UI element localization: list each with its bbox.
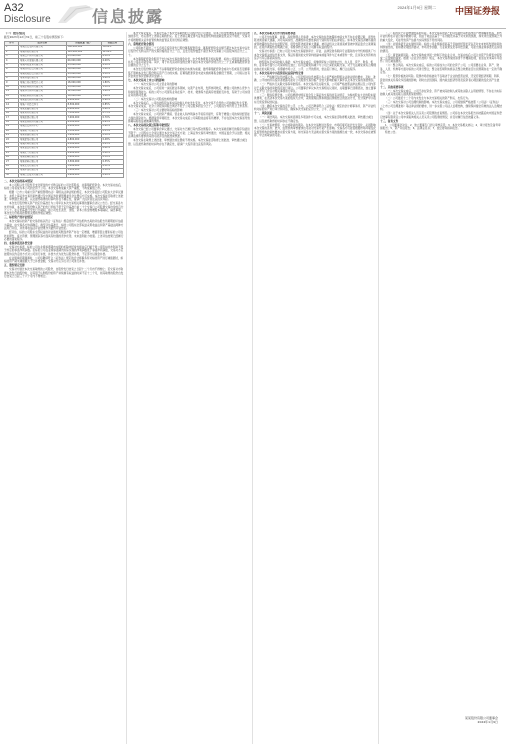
paragraph: （三）网络投票安排。公司将根据中国证监会及上海证券交易所的有关规定，为参加股东大会的股东提供便利，在表决本次交易方案的股东大会中，采用现场投票和网络投票相结合的表决方式，充分保护中小股东行使投票权的权益。 — [254, 94, 376, 104]
paragraph: 公司及全体董事、监事、高级管理人员承诺：本次交易的信息披露和申请文件不存在虚假记载、误导性陈述或者重大遗漏，并对其真实性、准确性和完整性承担个别和连带的法律责任。如本次交易因涉嫌所提供或者披露的信息存在虚假记载、误导性陈述或者重大遗漏，被司法机关立案侦查或者被中国证监会立案调查的，在案件调查结论明确之前，将暂停转让其在公司拥有权益的股份。 — [254, 36, 376, 50]
column-2-body — [128, 32, 250, 146]
table-cell: 28 — [5, 164, 19, 168]
table-cell: 4,800,000 — [66, 138, 101, 142]
table-cell: 3 — [5, 54, 19, 58]
paragraph: 本公司拟以发行股份及支付现金的方式购买标的公司全部股权，并募集配套资金。本次交易完成后，标的公司将成为本公司的全资子公司。本次交易构成重大资产重组，不构成重组上市。 — [4, 183, 124, 191]
brush-stroke-decoration-icon — [56, 3, 96, 25]
table-cell: 11 — [5, 90, 19, 94]
table-cell: 23 — [5, 142, 19, 146]
table-cell: 0.90% — [101, 98, 123, 102]
table-cell: 12 — [5, 94, 19, 98]
table-cell: 0.55% — [101, 129, 123, 133]
paragraph: 特此公告。 — [385, 131, 398, 135]
table-cell: 8.50% — [101, 54, 123, 58]
section-heading: 五、股份锁定安排 — [4, 264, 25, 268]
table-cell: 某某控股有限公司 — [18, 50, 66, 54]
section-title: 信息披露 — [92, 7, 165, 26]
table-cell: 某某投资集团有限公司 — [18, 46, 66, 50]
table-cell: 0.75% — [101, 112, 123, 116]
paragraph: （一）严格履行信息披露义务。公司及相关信息披露义务人将严格按照相关法律法规的要求，及时、准确、公平地向所有投资者披露可能对公司股票交易价格产生较大影响的重大事件以及本次交易的进展情况。 — [254, 75, 376, 83]
paragraph: （三）本次交易对公司治理机制的影响。本次交易完成后，公司将继续严格按照《公司法》《证券法》《上市公司治理准则》等法律法规的要求，进一步完善公司法人治理结构，继续保持健全有效的法人治理结构。 — [380, 101, 502, 112]
paragraph: 经评估，标的公司股东全部权益的评估值较其账面净资产存在一定增值，增值原因主要系标的公司在技术研发、客户资源、管理团队等方面具有较强的竞争优势，未来盈利能力较强。上述评估结果已经履行必要的备案程序。 — [4, 231, 124, 241]
table-cell: 3,000,000 — [66, 169, 101, 173]
table-cell: 18 — [5, 120, 19, 124]
table-cell: 3,500,000 — [66, 160, 101, 164]
paragraph: （六）整合风险。本次交易完成后，标的公司将成为公司的全资子公司，公司需要在业务、资产、财务、人员、机构等方面对标的公司进行整合，整合能否顺利实施以及整合效果能否达到预期存在一定的不确定性。 — [380, 64, 502, 75]
table-cell: 某某医药有限公司 — [18, 142, 66, 146]
table-cell: 15 — [5, 107, 19, 111]
section-heading: 十、本次交易对中小投资者权益保护的安排 — [254, 71, 304, 75]
article-column-4 — [380, 32, 502, 744]
paragraph: 本次交易完成后，交易对方基于本次交易取得的公司股份因公司送股、资本公积金转增股本等原因而增加的部分，亦应遵守上述锁定期的约定。若上述锁定期安排与证券监管机构的最新监管意见不相符，交易对方将根据相关证券监管机构的监管意见进行相应调整。 — [128, 32, 250, 42]
table-cell: 3.00% — [101, 68, 123, 72]
article-column-1 — [4, 32, 124, 744]
paragraph: 控股股东及实际控制人承诺：本次交易完成后，将继续保持公司的独立性，在人员、资产、财务、机构、业务等方面与公司保持相互独立；将尽量避免和减少与公司之间的关联交易，对于无法避免或有合理理由存在的关联交易，将遵循市场公正、公平、公开的原则，依法签订协议，履行合法程序。 — [254, 61, 376, 71]
column-4-body — [380, 32, 502, 135]
table-header-cell: 序号 — [5, 41, 19, 45]
table-header-cell: 持股比例 — [101, 41, 123, 45]
section-heading: 八、本次交易的决策过程和审批情况 — [128, 124, 170, 128]
table-cell: 1.20% — [101, 90, 123, 94]
table-cell: 5 — [5, 63, 19, 67]
table-cell: 0.65% — [101, 120, 123, 124]
table-cell: 某某信托有限责任公司 — [18, 81, 66, 85]
paragraph: 1、公司董事会决议；2、独立董事专门会议审核意见；3、本次交易相关协议；4、审计报告及备考审阅报告；5、资产评估报告；6、法律意见书；7、独立财务顾问报告。 — [380, 123, 501, 131]
table-cell: 0.38% — [101, 155, 123, 159]
table-cell: 16 — [5, 112, 19, 116]
section-english-name: Disclosure — [4, 14, 51, 25]
table-cell: 某某发展有限公司 — [18, 107, 66, 111]
paragraph: （二）本次交易对公司股权结构的影响 — [133, 98, 178, 102]
paragraph: 本次发行股份购买资产不以募集配套资金的成功实施为前提，最终募集配套资金成功与否或是否足额募集不影响本次发行股份购买资产行为的实施。若募集配套资金未能实施或募集金额低于预期，公司将以自有资金或自筹资金解决资金缺口。 — [128, 68, 250, 79]
table-cell: 某某证券股份有限公司 — [18, 85, 66, 89]
signature-company: 某某股份有限公司董事会 — [464, 716, 498, 720]
table-cell: 25 — [5, 151, 19, 155]
paragraph: （三）标的资产评估增值较高的风险。本次交易标的资产的评估值较其账面净资产增值幅度较高，虽然评估机构在评估过程中勤勉尽责，但由于收益法基于一系列假设并基于对未来的预测，如未来出现预期之外的重大变化，可能导致资产估值与实际情况不符的风险。 — [380, 32, 502, 42]
table-cell: 某某银行股份有限公司 — [18, 98, 66, 102]
table-cell: 某某基金管理有限公司 — [18, 90, 66, 94]
table-cell: 3,800,000 — [66, 155, 101, 159]
table-cell: 某某保险股份有限公司 — [18, 94, 66, 98]
table-cell: 1.80% — [101, 81, 123, 85]
table-cell: 0.35% — [101, 160, 123, 164]
column-divider — [378, 32, 379, 744]
table-cell: 9,000,000 — [66, 98, 101, 102]
table-cell: 某某创业投资有限公司 — [18, 68, 66, 72]
paragraph: （一）本次交易完成后，公司不存在资金、资产被实际控制人或其他关联人占用的情形，不存在为实际控制人或其他关联人提供担保的情形。 — [380, 90, 502, 97]
table-cell: 360,000,000 — [66, 46, 101, 50]
article-column-2 — [128, 32, 250, 744]
table-header-cell: 持股数量（股） — [66, 41, 101, 45]
holders-table-caption: 截至2023年12月31日，前三十名股东情况如下： — [4, 35, 66, 40]
paragraph: （三）本次交易对公司主要财务指标的影响 — [133, 109, 183, 113]
table-cell: 20 — [5, 129, 19, 133]
table-cell: 0.80% — [101, 107, 123, 111]
newspaper-logo: 中国证券报 — [454, 7, 500, 17]
table-cell: 26 — [5, 155, 19, 159]
table-cell: 7,500,000 — [66, 112, 101, 116]
table-cell: 7 — [5, 72, 19, 76]
section-heading: 三、标的资产的评估情况 — [4, 216, 33, 220]
table-cell: 4,500,000 — [66, 142, 101, 146]
paragraph: 在业绩承诺期届满时，公司将聘请符合《证券法》规定的会计师事务所对标的资产进行减值测试，如标的资产期末减值额大于已补偿金额，交易对方应另行对公司进行补偿。 — [4, 256, 124, 264]
section-heading: 四、业绩承诺及补偿安排 — [4, 241, 33, 245]
table-cell: 0.40% — [101, 151, 123, 155]
paragraph: （七）股票价格波动风险。股票市场价格波动不仅取决于企业的经营业绩，还受宏观经济周期、利率、资金供求关系等众多因素的影响，同时也会因国际、国内政治经济形势及投资者心理因素的变化而产生波动。 — [380, 75, 502, 86]
table-cell: 19 — [5, 125, 19, 129]
table-cell: 120,000,000 — [66, 50, 101, 54]
table-cell: 30,000,000 — [66, 68, 101, 72]
table-cell: 0.30% — [101, 169, 123, 173]
table-cell: 1.50% — [101, 85, 123, 89]
table-cell: 某某资产管理有限公司 — [18, 54, 66, 58]
table-cell: 29 — [5, 169, 19, 173]
table-cell: 2.50% — [101, 72, 123, 76]
table-cell: 30 — [5, 173, 19, 177]
paragraph: 交易对方承诺，标的公司在业绩承诺期内实现的扣除非经常性损益后归属于母公司股东的净利润不低于约定的承诺净利润数。若标的公司在业绩承诺期内实际实现的净利润数低于承诺净利润数，交易对方应按照协议约定的方式对公司进行补偿，补偿方式为优先以股份补偿，不足部分以现金补偿。 — [4, 245, 124, 256]
page-code: A32 — [4, 2, 24, 14]
table-cell: 1.00% — [101, 94, 123, 98]
column-divider — [252, 32, 253, 744]
article-column-3 — [254, 32, 376, 744]
paragraph: 本次交易完成后，公司的资产规模、营业收入和净利润水平将有所提升，有利于增强公司的持续经营能力和抗风险能力。根据备考审阅报告，本次交易完成后公司每股收益将有所增厚，不存在因本次交易而导致即期每股收益被摊薄的情形。 — [128, 113, 250, 124]
table-cell: 0.70% — [101, 116, 123, 120]
paragraph: 交易对方承诺：已向公司及为本次交易提供审计、评估、法律及财务顾问专业服务的中介机构提供了与本次交易相关的信息和文件，保证所提供的文件资料的副本或复印件与正本或原件一致，且该等文件资料的签字与印章都是真实的。 — [254, 50, 376, 61]
table-cell: 某某物流有限公司 — [18, 134, 66, 138]
table-cell: 10,000,000 — [66, 94, 101, 98]
table-cell: 0.28% — [101, 173, 123, 177]
table-cell: 6,500,000 — [66, 120, 101, 124]
table-cell: 8,500,000 — [66, 103, 101, 107]
table-cell: 0.85% — [101, 103, 123, 107]
paragraph: 公司拟向不超过三十五名特定投资者发行股份募集配套资金，募集配套资金总额不超过本次交易中以发行股份方式购买资产的交易价格的百分之一百，且发行股份数量不超过本次交易前公司总股本的百分之三十。 — [128, 46, 250, 57]
section-heading: 二、本次交易的基本情况 — [4, 179, 33, 183]
table-cell: 6,000,000 — [66, 125, 101, 129]
table-cell: 10 — [5, 85, 19, 89]
table-cell: 某某环保有限公司 — [18, 169, 66, 173]
table-cell: 9 — [5, 81, 19, 85]
paragraph: 交易对方通过本次交易取得的公司股份，自股份发行结束之日起十二个月内不得转让；若交易对方取得本次发行的股份时，对其用于认购股份的资产持续拥有权益的时间不足十二个月，则其取得的股份自发行结束之日起三十六个月内不得转让。 — [4, 268, 124, 279]
table-cell: 0.60% — [101, 125, 123, 129]
paragraph: 本次交易已经公司董事会审议通过，交易对方已履行其内部决策程序。本次交易尚需履行的程序包括但不限于：公司股东大会审议通过本次交易正式方案；上海证券交易所审核通过；中国证监会予以注册；相关法律法规所要求的其他可能涉及的批准或核准。 — [128, 128, 250, 139]
table-cell: 某某投资管理中心 — [18, 125, 66, 129]
table-cell: 4 — [5, 59, 19, 63]
issue-date: 2024年1月9日 星期二 — [397, 5, 436, 10]
paragraph: （四）业绩承诺无法实现的风险。标的公司业绩承诺是基于目前的经营状况以及对未来市场发展前景的判断做出的，但如遇宏观经济波动、市场竞争加剧、行业政策变化等冲击因素，可能出现业绩承诺无法实现的情况。 — [380, 42, 502, 53]
section-heading: 九、本次交易相关方作出的重要承诺 — [254, 32, 296, 35]
table-cell: 某某股权投资合伙企业 — [18, 72, 66, 76]
table-cell: 17 — [5, 116, 19, 120]
paragraph: 本次交易完成后，公司将进一步拓展业务领域，完善产业布局，发挥协同效应，增强公司的核心竞争力和持续盈利能力。标的公司与公司现有业务在客户、技术、渠道等方面具有较强的互补性，有助于公司实现业务的协同发展。 — [128, 87, 250, 98]
table-cell: 0.45% — [101, 142, 123, 146]
table-cell: 25,000,000 — [66, 72, 101, 76]
table-cell: 2.00% — [101, 76, 123, 80]
table-cell: 20,000,000 — [66, 76, 101, 80]
paragraph: （四）确保本次交易的定价公平、公允。公司已聘请符合《证券法》规定的会计师事务所、资产评估机构对标的资产进行审计和评估，确保本次交易的定价公允、公平、合理。 — [254, 104, 376, 112]
section-heading: 六、募集配套资金情况 — [128, 42, 154, 46]
paragraph: （一）本次交易对公司主营业务的影响 — [133, 83, 178, 87]
table-cell: 5,500,000 — [66, 129, 101, 133]
table-cell: 某某信息技术有限公司 — [18, 173, 66, 177]
paragraph: 本次交易前后，公司的控股股东和实际控制人均未发生变化，本次交易不会导致公司控制权发生变更。本次交易完成后，社会公众股东持股比例仍不低于公司总股本的百分之十，公司股权分布仍符合上市条件。 — [128, 102, 250, 109]
table-cell: 某某化工有限公司 — [18, 151, 66, 155]
table-cell: 某某材料有限公司 — [18, 160, 66, 164]
signature-date: 2024年1月9日 — [477, 720, 498, 724]
table-cell: 1 — [5, 46, 19, 50]
paragraph: 本次募集配套资金拟用于支付本次交易的现金对价、中介机构费用及相关税费、标的公司项目建设以及补充公司流动资金等。其中，用于补充流动资金的比例不超过本次交易作价的百分之二十五或募集配套资金总额的百分之五十。 — [128, 57, 250, 68]
paragraph: （二）交易被暂停、中止或取消的风险。在本次交易推进过程中，市场环境可能会发生变化，从而影响本次交易的条件；此外，监管机构审核要求也可能对交易方案产生影响。交易各方可能需根据市场环境变化及监管机构的审核要求完善交易方案，如交易各方无法就完善交易方案的措施达成一致，本次交易存在被暂停、中止或取消的可能。 — [254, 123, 376, 137]
paragraph: （四）关于本次交易相关人员买卖公司股票的自查情况。公司将在本次交易报告书披露后向中国证券登记结算有限责任公司申请查询相关人员买卖公司股票的情况，并及时履行信息披露义务。 — [380, 112, 502, 119]
masthead — [0, 0, 506, 29]
table-cell: 某某文化有限公司 — [18, 164, 66, 168]
table-cell: 某某国际贸易有限公司 — [18, 63, 66, 67]
table-row — [5, 173, 124, 177]
table-cell: 45,000,000 — [66, 63, 101, 67]
table-cell: 某某实业发展有限公司 — [18, 59, 66, 63]
paragraph: （二）严格执行关联交易等审批程序。本次交易涉及关联交易，公司将严格按照法律法规以及公司内部对于关联交易的审批程序进行审议。公司董事会审议本次交易相关议案时，关联董事已回避表决，独立董事已召开专门会议对相关事项进行审议。 — [254, 83, 376, 94]
table-cell: 2 — [5, 50, 19, 54]
table-cell: 3,200,000 — [66, 164, 101, 168]
section-heading: 十二、其他重要事项 — [380, 86, 404, 90]
table-cell: 36.00% — [101, 46, 123, 50]
table-header-cell: 股东名称 — [18, 41, 66, 45]
table-cell: 某某电子有限公司 — [18, 129, 66, 133]
shareholders-table — [4, 41, 124, 178]
paragraph: 根据《上市公司重大资产重组管理办法》等相关法律法规的规定，本次交易需经公司股东大会审议通过，并经上海证券交易所审核通过及中国证券监督管理委员会注册后方可实施。本次交易能否取得上述批准、审核通过或注册，以及最终取得的时间均存在不确定性，提请广大投资者注意投资风险。 — [4, 191, 124, 202]
table-cell: 12,000,000 — [66, 90, 101, 94]
table-cell: 22 — [5, 138, 19, 142]
signature-block — [378, 716, 498, 724]
column-divider — [126, 32, 127, 744]
table-cell: 0.48% — [101, 138, 123, 142]
table-cell: 8,000,000 — [66, 107, 101, 111]
paragraph: （一）审批风险。本次交易尚需满足多项条件方可完成，本次交易能否取得相关批准、审核通过或注册，以及最终取得的时间存在不确定性。 — [254, 116, 374, 123]
table-cell: 6.00% — [101, 59, 123, 63]
paragraph: （二）公司最近十二个月内未发生与本次交易相关的资产购买、出售行为。 — [385, 97, 471, 101]
column-3-body — [254, 32, 376, 137]
table-cell: 24 — [5, 147, 19, 151]
table-cell: 某某产业投资基金 — [18, 103, 66, 107]
table-cell: 13 — [5, 98, 19, 102]
table-cell: 12.00% — [101, 50, 123, 54]
table-cell: 0.32% — [101, 164, 123, 168]
table-cell: 7,000,000 — [66, 116, 101, 120]
table-cell: 85,000,000 — [66, 54, 101, 58]
table-cell: 4,200,000 — [66, 147, 101, 151]
section-heading: 十三、备查文件 — [380, 119, 399, 123]
paragraph: （五）商誉减值风险。本次交易构成非同一控制下的企业合并，交易完成后公司合并资产负债表中将形成一定金额的商誉。根据《企业会计准则》规定，本次交易形成的商誉不作摊销处理，但需在未来每年年度终了进行减值测试。 — [380, 53, 502, 64]
table-cell: 某某建设有限公司 — [18, 138, 66, 142]
table-cell: 某某置业有限公司 — [18, 112, 66, 116]
column-1-body — [4, 180, 124, 279]
table-cell: 某某科技有限公司 — [18, 76, 66, 80]
table-cell: 2,800,000 — [66, 173, 101, 177]
table-cell: 某某机械有限公司 — [18, 155, 66, 159]
table-cell: 0.42% — [101, 147, 123, 151]
holders-section-title: （一）股东情况 — [4, 32, 26, 35]
table-cell: 8 — [5, 76, 19, 80]
paragraph: 本次交易在取得上述批准、审核通过或注册前不得实施。本次交易能否取得上述批准、审核通过或注册，以及最终取得的时间均存在不确定性，提请广大投资者注意投资风险。 — [128, 139, 248, 146]
paragraph: 本次发行股份购买资产的定价基准日为公司审议本次交易相关事项的董事会决议公告日。经交易各方友好协商，本次发行股份购买资产的发行价格不低于定价基准日前二十个交易日公司股票交易均价的百分之八十。在定价基准日至发行日期间，如公司发生派息、送股、资本公积金转增股本等除权、除息事项，本次发行价格将按照相关规则作相应调整。 — [4, 202, 124, 216]
table-cell: 4,000,000 — [66, 151, 101, 155]
table-cell: 某某食品有限公司 — [18, 147, 66, 151]
table-cell: 15,000,000 — [66, 85, 101, 89]
table-cell: 18,000,000 — [66, 81, 101, 85]
table-cell: 60,000,000 — [66, 59, 101, 63]
paragraph: 本次交易标的资产的交易价格以符合《证券法》规定的资产评估机构出具的评估报告所载明的评估值为基础，由交易各方协商确定。截至评估基准日，标的公司股东全部权益采用收益法和资产基础法两种方法进行评估，并选用收益法评估结果作为最终评估结论。 — [4, 220, 124, 231]
table-cell: 21 — [5, 134, 19, 138]
section-heading: 十一、风险因素 — [254, 112, 273, 116]
table-cell: 27 — [5, 160, 19, 164]
table-cell: 某某集团股份有限公司 — [18, 120, 66, 124]
table-cell: 6 — [5, 68, 19, 72]
table-cell: 4.50% — [101, 63, 123, 67]
table-cell: 0.50% — [101, 134, 123, 138]
table-cell: 某某能源有限公司 — [18, 116, 66, 120]
table-cell: 14 — [5, 103, 19, 107]
table-cell: 5,000,000 — [66, 134, 101, 138]
section-heading: 七、本次交易对上市公司的影响 — [128, 79, 165, 83]
